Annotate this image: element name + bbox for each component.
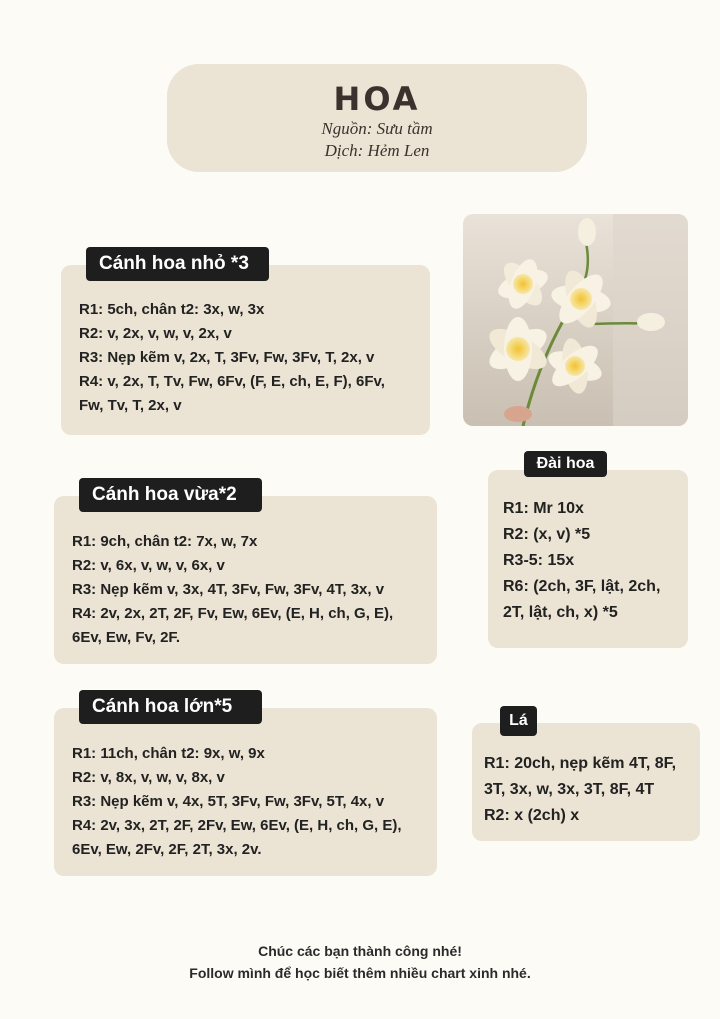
instruction-line: R3: Nẹp kẽm v, 2x, T, 3Fv, Fw, 3Fv, T, 2x, v <box>79 349 375 366</box>
instruction-line: R3-5: 15x <box>503 552 575 569</box>
instruction-line: 6Ev, Ew, Fv, 2F. <box>72 629 181 646</box>
leaf-instructions <box>484 751 676 829</box>
calyx-instructions <box>503 496 660 626</box>
instruction-line: R2: x (2ch) x <box>484 807 580 824</box>
instruction-line: R1: 11ch, chân t2: 9x, w, 9x <box>72 745 265 762</box>
instruction-line: R6: (2ch, 3F, lật, 2ch, <box>503 578 661 595</box>
instruction-line: 3T, 3x, w, 3x, 3T, 8F, 4T <box>484 781 655 798</box>
small-petal-instructions <box>79 298 385 418</box>
instruction-line: R3: Nẹp kẽm v, 4x, 5T, 3Fv, Fw, 3Fv, 5T, 4x, v <box>72 793 385 810</box>
page-title: HOA <box>333 80 421 118</box>
instruction-line: R3: Nẹp kẽm v, 3x, 4T, 3Fv, Fw, 3Fv, 4T, 3x, v <box>72 581 385 598</box>
flower-photo <box>463 214 688 426</box>
instruction-line: 6Ev, Ew, 2Fv, 2F, 2T, 3x, 2v. <box>72 841 262 858</box>
large-petal-instructions <box>72 742 402 862</box>
instruction-line: R1: 9ch, chân t2: 7x, w, 7x <box>72 533 258 550</box>
large-petal-label: Cánh hoa lớn*5 <box>79 690 262 724</box>
footer-wish: Chúc các bạn thành công nhé! <box>258 943 462 959</box>
instruction-line: R2: v, 6x, v, w, v, 6x, v <box>72 557 225 574</box>
translator-credit: Dịch: Hẻm Len <box>324 141 430 160</box>
source-credit: Nguồn: Sưu tầm <box>321 119 433 138</box>
footer <box>0 940 720 984</box>
instruction-line: R4: 2v, 3x, 2T, 2F, 2Fv, Ew, 6Ev, (E, H, ch, G, E), <box>72 817 402 834</box>
instruction-line: R1: 5ch, chân t2: 3x, w, 3x <box>79 301 265 318</box>
instruction-line: R2: (x, v) *5 <box>503 526 591 543</box>
instruction-line: R2: v, 8x, v, w, v, 8x, v <box>72 769 225 786</box>
leaf-label: Lá <box>500 706 537 736</box>
instruction-line: 2T, lật, ch, x) *5 <box>503 604 618 621</box>
instruction-line: R2: v, 2x, v, w, v, 2x, v <box>79 325 232 342</box>
instruction-line: Fw, Tv, T, 2x, v <box>79 397 182 414</box>
title-banner <box>167 64 587 172</box>
instruction-line: R1: 20ch, nẹp kẽm 4T, 8F, <box>484 755 677 772</box>
small-petal-label: Cánh hoa nhỏ *3 <box>86 247 269 281</box>
instruction-line: R1: Mr 10x <box>503 500 584 517</box>
medium-petal-instructions <box>72 530 393 650</box>
calyx-label: Đài hoa <box>524 451 607 477</box>
footer-follow: Follow mình để học biết thêm nhiều chart xinh nhé. <box>189 965 531 981</box>
instruction-line: R4: v, 2x, T, Tv, Fw, 6Fv, (F, E, ch, E, F), 6Fv, <box>79 373 385 390</box>
medium-petal-label: Cánh hoa vừa*2 <box>79 478 262 512</box>
instruction-line: R4: 2v, 2x, 2T, 2F, Fv, Ew, 6Ev, (E, H, ch, G, E), <box>72 605 394 622</box>
yellow-lily-flowers-photo <box>463 214 688 426</box>
